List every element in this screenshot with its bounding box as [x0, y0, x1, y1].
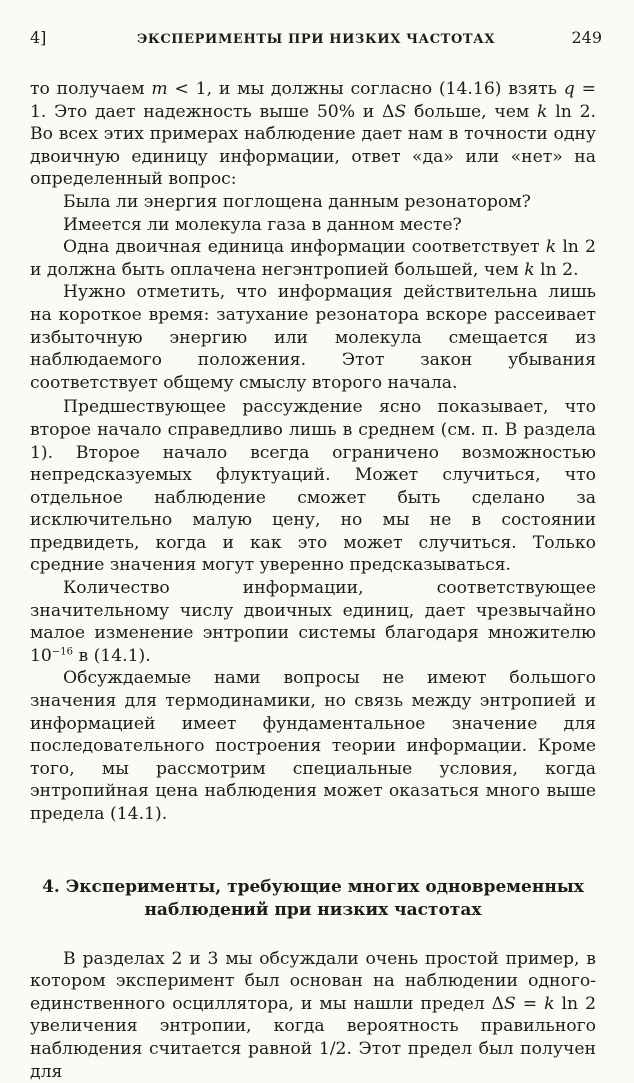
paragraph-5: Количество информации, соответствующее значительному числу двоичных единиц, дает чрезвычайно малое изменение энтропии системы благодаря множителю $10^{-16}$ в (14.1).	[30, 578, 596, 666]
paragraph-3: Нужно отметить, что информация действительна лишь на короткое время: затухание резонатора вскоре рассеивает избыточную энергию или молекула смещается из наблюдаемого положения. Этот закон убывания соответствует общему смыслу второго начала.	[30, 282, 596, 393]
paragraph-4: Предшествующее рассуждение ясно показывает, что второе начало справедливо лишь в среднем (см. п. В раздела 1). Второе начало всегда ограничено возможностью непредсказуемых флуктуаций. Может случиться, что отдельное наблюдение сможет быть сделано за исключительно малую цену, но мы не в состоянии предвидеть, когда и как это может случиться. Только средние значения могут уверенно предсказываться.	[30, 397, 596, 576]
question-1: Была ли энергия поглощена данным резонатором?	[63, 191, 531, 212]
page-body	[30, 78, 596, 1083]
paragraph-7: В разделах 2 и 3 мы обсуждали очень простой пример, в котором эксперимент был основан на наблюдении одного-единственного осциллятора, и мы нашли предел ΔS = k ln 2 увеличения энтропии, когда вероятность правильного наблюдения считается равной 1/2. Этот предел был получен для	[30, 948, 597, 1082]
running-title: ЭКСПЕРИМЕНТЫ ПРИ НИЗКИХ ЧАСТОТАХ	[136, 32, 496, 47]
section-heading: 4. Эксперименты, требующие многих одновременных наблюдений при низких частотах	[42, 876, 584, 920]
chapter-number: 4]	[30, 28, 47, 47]
page-number: 249	[571, 28, 602, 47]
paragraph-1: то получаем m < 1, и мы должны согласно (14.16) взять q = 1. Это дает надежность выше 50% и ΔS больше, чем k ln 2. Во всех этих примерах наблюдение дает нам в точности одну двоичную единицу информации, ответ «да» или «нет» на определенный вопрос:	[30, 79, 596, 190]
running-header	[30, 22, 602, 52]
paragraph-2: Одна двоичная единица информации соответствует k ln 2 и должна быть оплачена негэнтропией большей, чем k ln 2.	[30, 237, 596, 280]
paragraph-6: Обсуждаемые нами вопросы не имеют большого значения для термодинамики, но связь между энтропией и информацией имеет фундаментальное значение для последовательного построения теории информации. Кроме того, мы рассмотрим специальные условия, когда энтропийная цена наблюдения может оказаться много выше предела (14.1).	[30, 668, 596, 824]
question-2: Имеется ли молекула газа в данном месте?	[63, 214, 462, 235]
